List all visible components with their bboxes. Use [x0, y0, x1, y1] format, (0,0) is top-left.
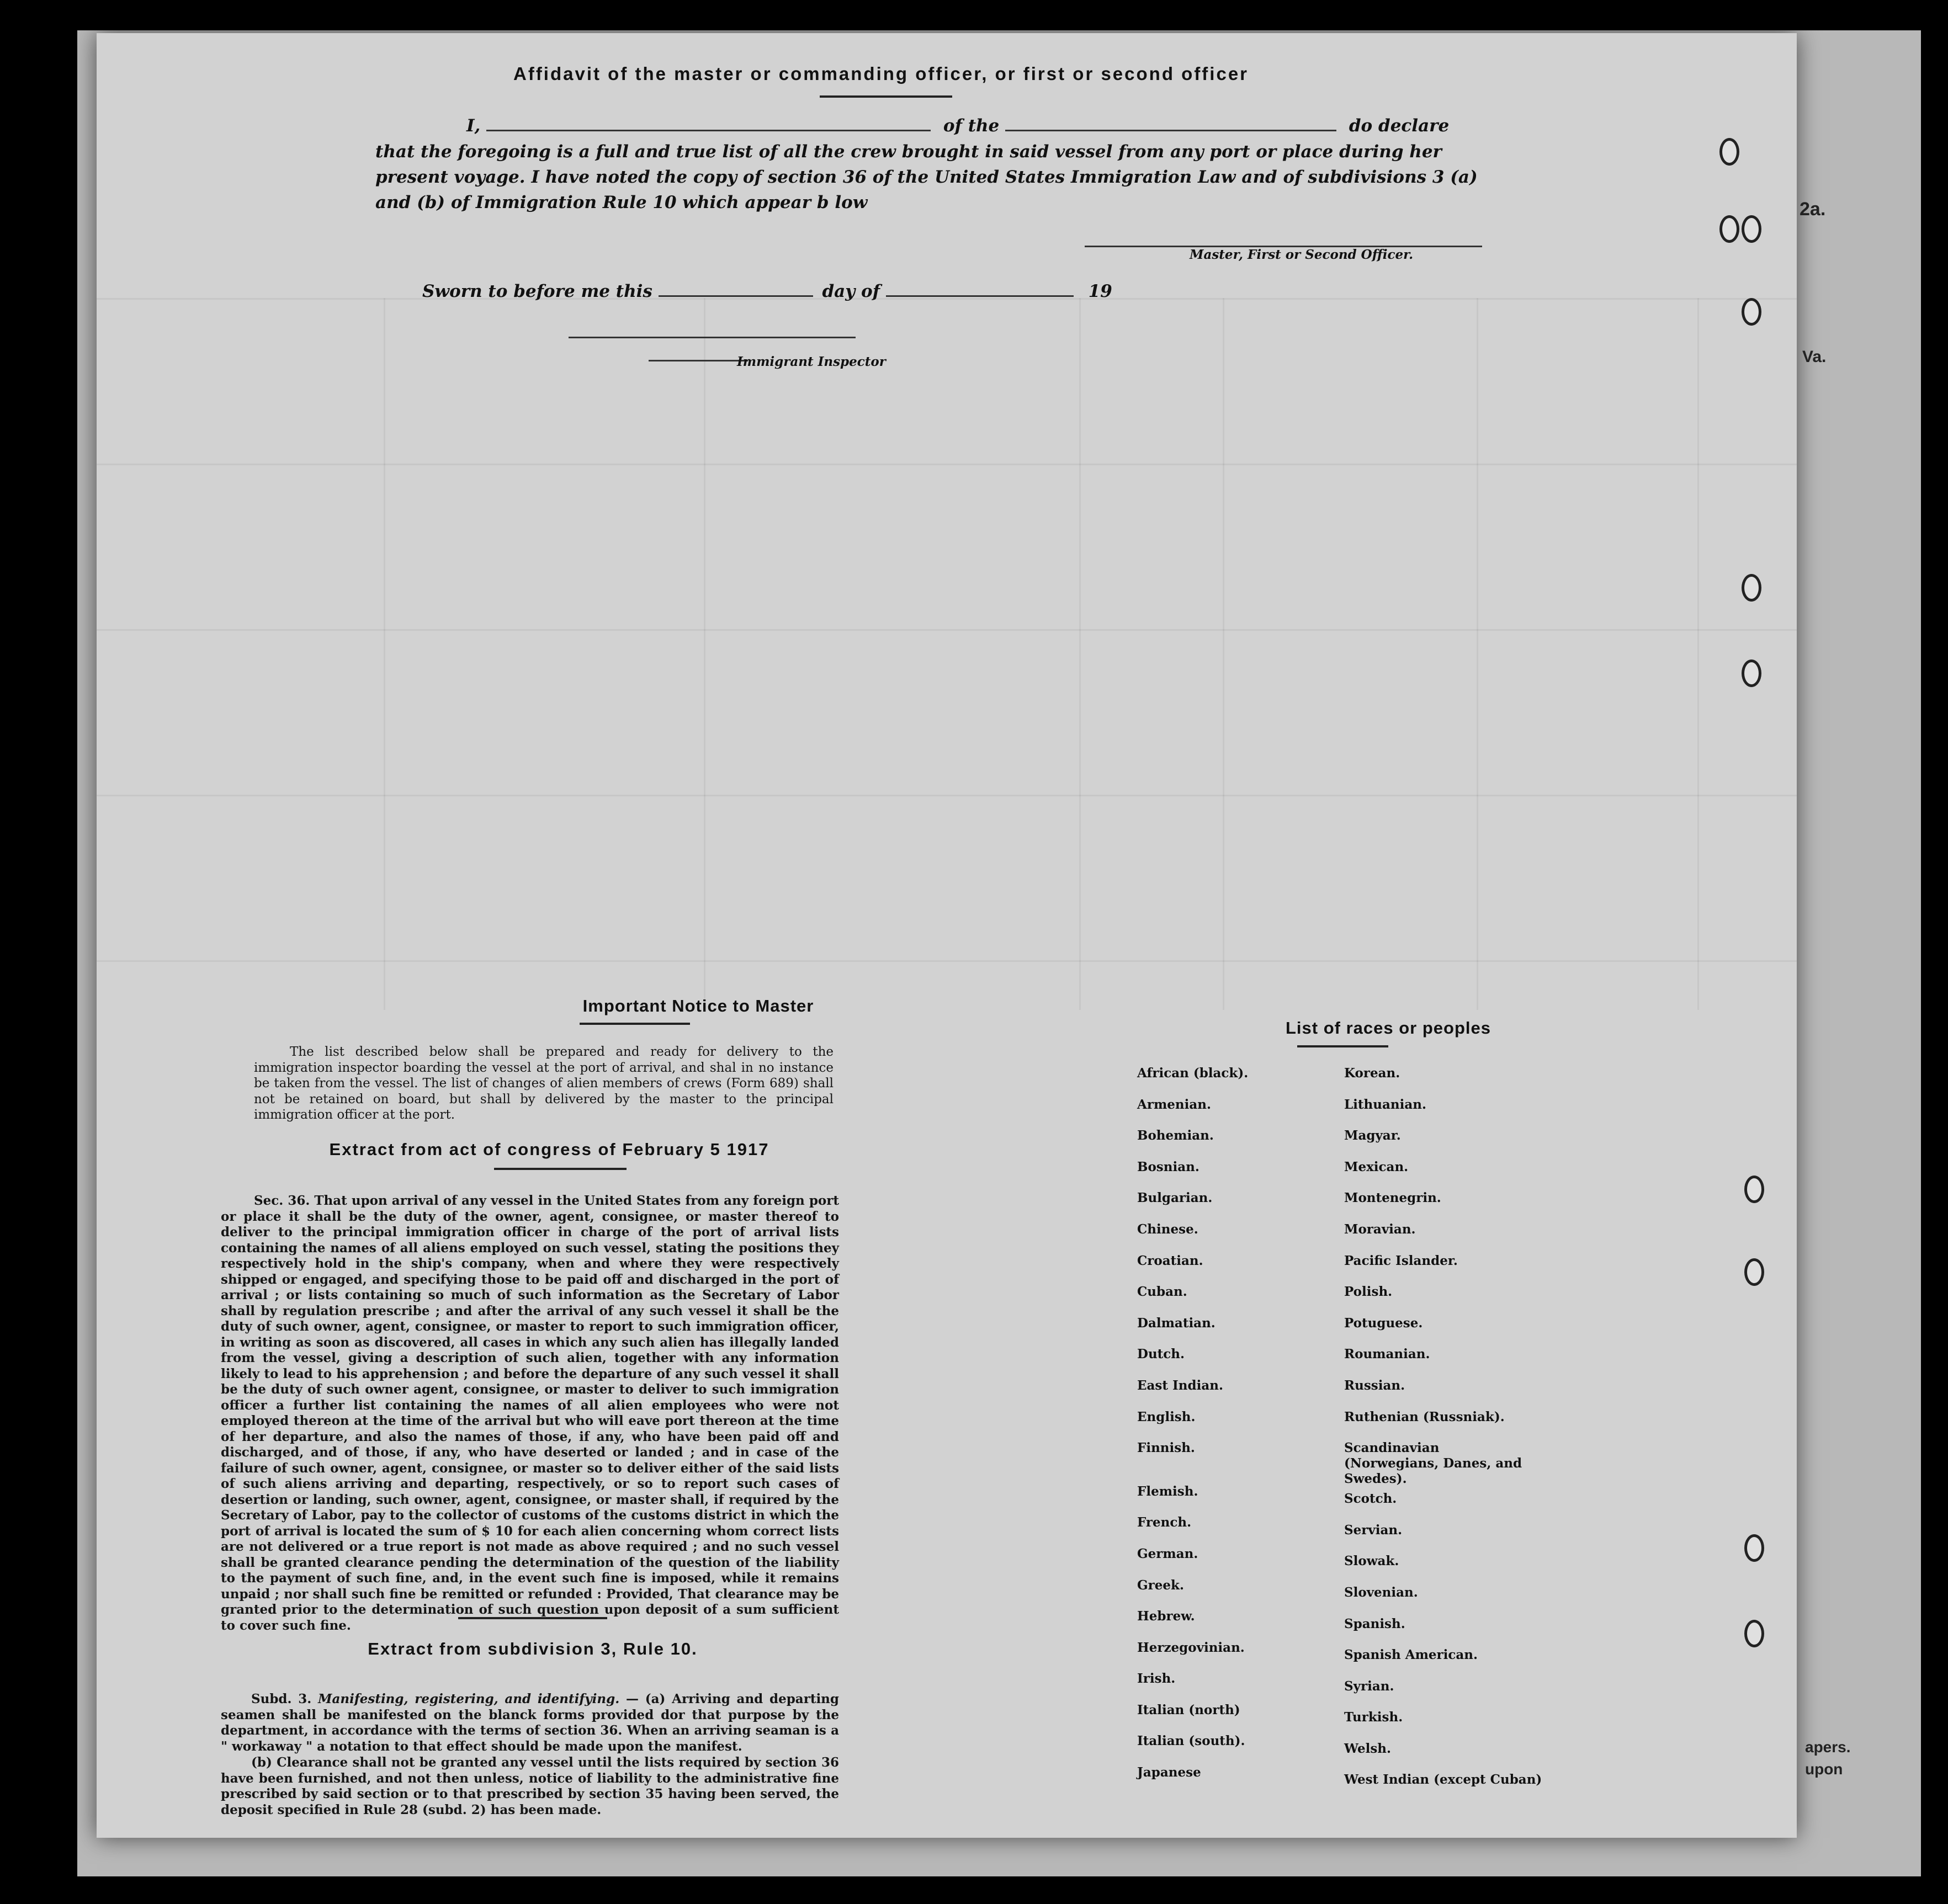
race-item: German. [1137, 1546, 1198, 1561]
bleed-column [384, 298, 385, 1010]
affidavit-heading: Affidavit of the master or commanding officer, or first or second officer [513, 63, 1249, 84]
race-item: Welsh. [1344, 1741, 1392, 1756]
signature-label: Master, First or Second Officer. [1190, 247, 1414, 262]
race-item: Finnish. [1137, 1440, 1195, 1456]
affidavit-line-3: present voyage. I have noted the copy of section 36 of the United States Immigration Law and of subdivisions 3 (a) [375, 167, 1478, 187]
race-item: East Indian. [1137, 1378, 1223, 1393]
race-item: Spanish. [1344, 1616, 1405, 1631]
race-item: Magyar. [1344, 1128, 1401, 1144]
rule-para-a [221, 1692, 839, 1754]
act-heading: Extract from act of congress of February 5 1917 [329, 1140, 769, 1159]
race-item: Lithuanian. [1344, 1097, 1426, 1112]
binder-hole [1742, 660, 1761, 687]
races-left-column [1137, 1058, 1248, 1789]
binder-hole [1742, 215, 1761, 243]
affidavit-line-1 [420, 113, 1529, 139]
race-item: Dutch. [1137, 1347, 1185, 1362]
race-item: Slovenian. [1344, 1584, 1418, 1600]
subd-label: Subd. 3. [251, 1692, 312, 1706]
binder-hole [1744, 1620, 1764, 1647]
vessel-blank [1005, 124, 1336, 131]
binder-hole [1744, 1176, 1764, 1203]
race-item: Herzegovinian. [1137, 1640, 1245, 1655]
rule-para-a-text: — (a) Arriving and departing seamen shall be manifested on the blanck forms provided dor that purpose by the department, in accordance with the terms of section 36. When an arriving seaman is a " workaway " a notation to that effect should be made upon the manifest. [221, 1692, 839, 1754]
race-item: Bulgarian. [1137, 1190, 1213, 1206]
race-item: Polish. [1344, 1284, 1393, 1300]
notice-rule [580, 1023, 690, 1025]
race-item: Ruthenian (Russniak). [1344, 1409, 1505, 1424]
bleed-column [704, 298, 705, 1010]
race-item: Italian (north) [1137, 1702, 1240, 1717]
declare-label: do declare [1349, 116, 1450, 136]
race-item: Servian. [1344, 1522, 1403, 1538]
binder-hole [1719, 215, 1739, 243]
race-item: French. [1137, 1515, 1192, 1530]
rule-heading: Extract from subdivision 3, Rule 10. [368, 1639, 698, 1658]
i-label: I, [466, 116, 481, 136]
race-item: Mexican. [1344, 1159, 1409, 1174]
races-heading: List of races or peoples [1286, 1018, 1491, 1038]
section-label: Sec. 36. [254, 1193, 310, 1208]
name-blank [486, 124, 931, 131]
bleed-line [97, 795, 1797, 796]
day-of-label: day of [822, 281, 880, 301]
race-item: Dalmatian. [1137, 1315, 1215, 1331]
notice-heading: Important Notice to Master [582, 996, 814, 1015]
race-item: Turkish. [1344, 1710, 1403, 1725]
margin-2a: 2a. [1800, 199, 1826, 220]
race-item: Korean. [1344, 1066, 1400, 1081]
heading-rule [820, 95, 952, 98]
sworn-line [422, 279, 1112, 304]
race-item: Greek. [1137, 1577, 1184, 1593]
race-item: Bosnian. [1137, 1159, 1199, 1174]
race-item: Spanish American. [1344, 1647, 1478, 1663]
bleed-line [97, 960, 1797, 962]
bleed-line [97, 629, 1797, 631]
race-item: Japanese [1137, 1765, 1201, 1780]
race-item: Scandinavian (Norwegians, Danes, and Swedes). [1344, 1440, 1522, 1487]
race-item: Potuguese. [1344, 1315, 1423, 1331]
race-item: English. [1137, 1409, 1196, 1424]
inspector-signature-line [569, 337, 856, 338]
divider-rule [458, 1617, 607, 1619]
race-item: Croatian. [1137, 1253, 1203, 1268]
subd-title: Manifesting, registering, and identifying. [318, 1692, 620, 1706]
margin-upon: upon [1805, 1761, 1843, 1778]
bleed-column [1079, 298, 1081, 1010]
race-item: Syrian. [1344, 1678, 1394, 1694]
race-item: African (black). [1137, 1066, 1249, 1081]
races-rule [1297, 1045, 1388, 1047]
affidavit-line-2: that the foregoing is a full and true list of all the crew brought in said vessel from any port or place during her [375, 142, 1442, 162]
month-blank [886, 290, 1074, 297]
binder-hole [1744, 1258, 1764, 1286]
manifest-page [97, 33, 1797, 1838]
affidavit-line-4: and (b) of Immigration Rule 10 which appear b low [375, 193, 868, 212]
notice-body: The list described below shall be prepared and ready for delivery to the immigration inspector boarding the vessel at the port of arrival, and shal in no instance be taken from the vessel. The list of changes of alien members of crews (Form 689) shall not be retained on board, but shall by delivered by the master to the principal immigration officer at the port. [254, 1045, 834, 1122]
bleed-column [1223, 298, 1224, 1010]
sworn-label: Sworn to before me this [422, 281, 652, 301]
race-item: Slowak. [1344, 1554, 1399, 1569]
race-item: Italian (south). [1137, 1733, 1245, 1749]
races-right-column [1344, 1058, 1542, 1796]
year-prefix: 19 [1088, 281, 1112, 301]
day-blank [659, 290, 813, 297]
bleed-column [1697, 298, 1699, 1010]
bleed-column [1477, 298, 1478, 1010]
margin-va: Va. [1802, 348, 1827, 366]
section-36-text [221, 1193, 839, 1634]
race-item: Roumanian. [1344, 1347, 1430, 1362]
race-item: Cuban. [1137, 1284, 1187, 1300]
race-item: Russian. [1344, 1378, 1405, 1393]
bleed-line [97, 464, 1797, 465]
binder-hole [1744, 1534, 1764, 1562]
race-item: Bohemian. [1137, 1128, 1214, 1144]
of-the-label: of the [943, 116, 1000, 136]
inspector-label: Immigrant Inspector [737, 354, 886, 369]
binder-hole [1742, 574, 1761, 602]
race-item: Scotch. [1344, 1491, 1397, 1507]
race-item: Montenegrin. [1344, 1190, 1441, 1206]
race-item: Moravian. [1344, 1221, 1416, 1237]
rule-para-b: (b) Clearance shall not be granted any vessel until the lists required by section 36 have been furnished, and not then unless, notice of liability to the administrative fine prescribed by said section or to that prescribed by section 35 having been served, the deposit specified in Rule 28 (subd. 2) has been made. [221, 1755, 839, 1817]
binder-hole [1719, 138, 1739, 166]
margin-papers: apers. [1805, 1738, 1851, 1756]
race-item: Armenian. [1137, 1097, 1212, 1112]
inspector-short-line [649, 360, 748, 361]
act-rule [494, 1168, 627, 1170]
race-item: West Indian (except Cuban) [1344, 1772, 1542, 1788]
race-item: Pacific Islander. [1344, 1253, 1458, 1268]
binder-hole [1742, 298, 1761, 326]
race-item: Hebrew. [1137, 1609, 1195, 1624]
race-item: Irish. [1137, 1671, 1176, 1687]
race-item: Flemish. [1137, 1483, 1198, 1499]
race-item: Chinese. [1137, 1221, 1198, 1237]
section-body: That upon arrival of any vessel in the United States from any foreign port or place it shall be the duty of the owner, agent, consignee, or master thereof to deliver to the principal immigration officer in charge of the port of arrival lists containing the names of all aliens employed on such vessel, stating the positions they respectively hold in the ship's company, when and where they were respectively shipped or engaged, and specifying those to be paid off and discharged in the port of arrival ; or lists containing so much of such information as the Secretary of Labor shall by regulation prescribe ; and after the arrival of any such vessel it shall be the duty of such owner, agent, consignee, or master to report to such immigration officer, in writing as soon as discovered, all cases in which any such alien has illegally landed from the vessel, giving a description of such alien, together with any information likely to lead to his apprehension ; and before the departure of any such vessel it shall be the duty of such owner agent, consignee, or master to deliver to such immigration officer a further list containing the names of all alien employees who were not employed thereon at the time of the arrival but who will eave port thereon at the time of her departure, and also the names of those, if any, who have been paid off and discharged, and of those, if any, who have deserted or landed ; and in case of the failure of such owner, agent, consignee, or master so to deliver either of the said lists of such aliens arriving and departing, respectively, or so to report such cases of desertion or landing, such owner, agent, consignee, or master shall, if required by the Secretary of Labor, pay to the collector of customs of the customs district in which the port of arrival is located the sum of $ 10 for each alien concerning whom correct lists are not delivered or a true report is not made as above required ; and no such vessel shall be granted clearance pending the determination of the question of the liability to the payment of such fine, and, in the event such fine is imposed, while it remains unpaid ; nor shall such fine be remitted or refunded : Provided, That clearance may be granted prior to the determination of such question upon deposit of a sum sufficient to cover such fine. [221, 1193, 839, 1633]
